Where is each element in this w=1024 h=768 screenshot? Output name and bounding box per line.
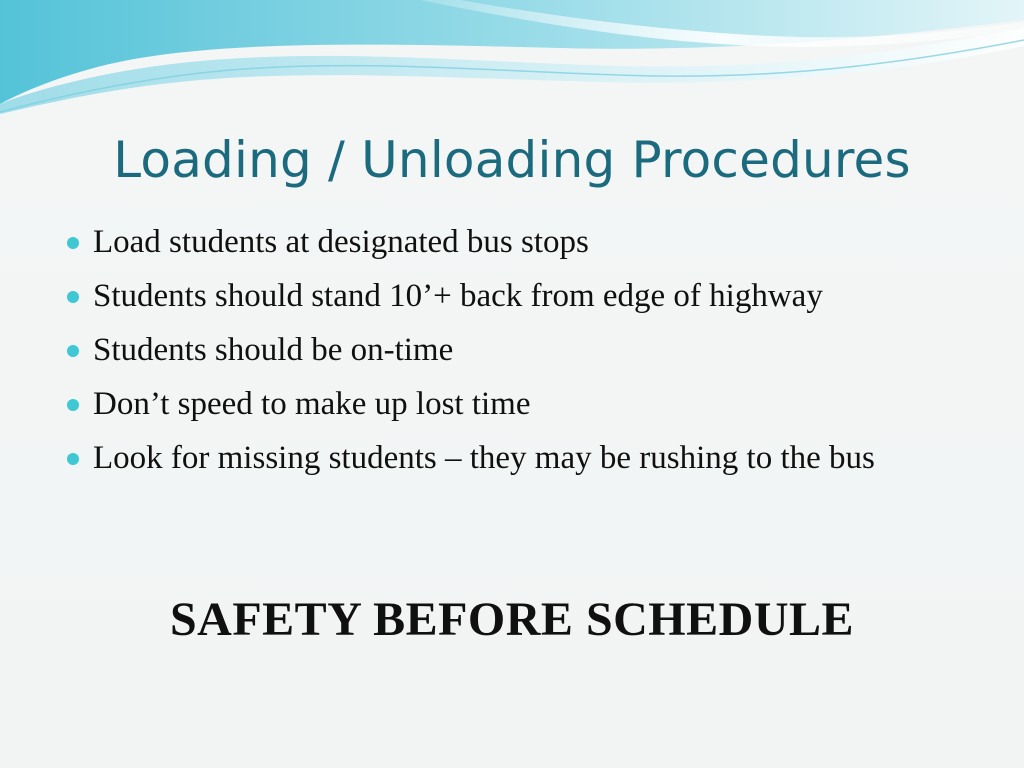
safety-emphasis-text: SAFETY BEFORE SCHEDULE: [169, 593, 855, 646]
bullet-dot-icon: [67, 399, 79, 411]
bullet-item: [66, 276, 986, 317]
bullet-item: [66, 330, 986, 371]
bullet-text: Load students at designated bus stops: [93, 224, 589, 260]
bullet-dot-icon: [67, 453, 79, 465]
bullet-dot-icon: [67, 345, 79, 357]
bullet-item: [66, 438, 986, 479]
bullet-text: Students should stand 10’+ back from edge of highway: [93, 278, 823, 314]
bullet-text: Don’t speed to make up lost time: [93, 386, 531, 422]
slide-title: Loading / Unloading Procedures: [113, 131, 911, 189]
bullet-dot-icon: [67, 237, 79, 249]
bullet-list: [66, 222, 986, 492]
bullet-text: Students should be on-time: [93, 332, 454, 368]
bullet-item: [66, 222, 986, 263]
bullet-item: [66, 384, 986, 425]
decorative-wave-header: [0, 0, 1024, 130]
bullet-text: Look for missing students – they may be rushing to the bus: [93, 440, 875, 476]
bullet-dot-icon: [67, 291, 79, 303]
